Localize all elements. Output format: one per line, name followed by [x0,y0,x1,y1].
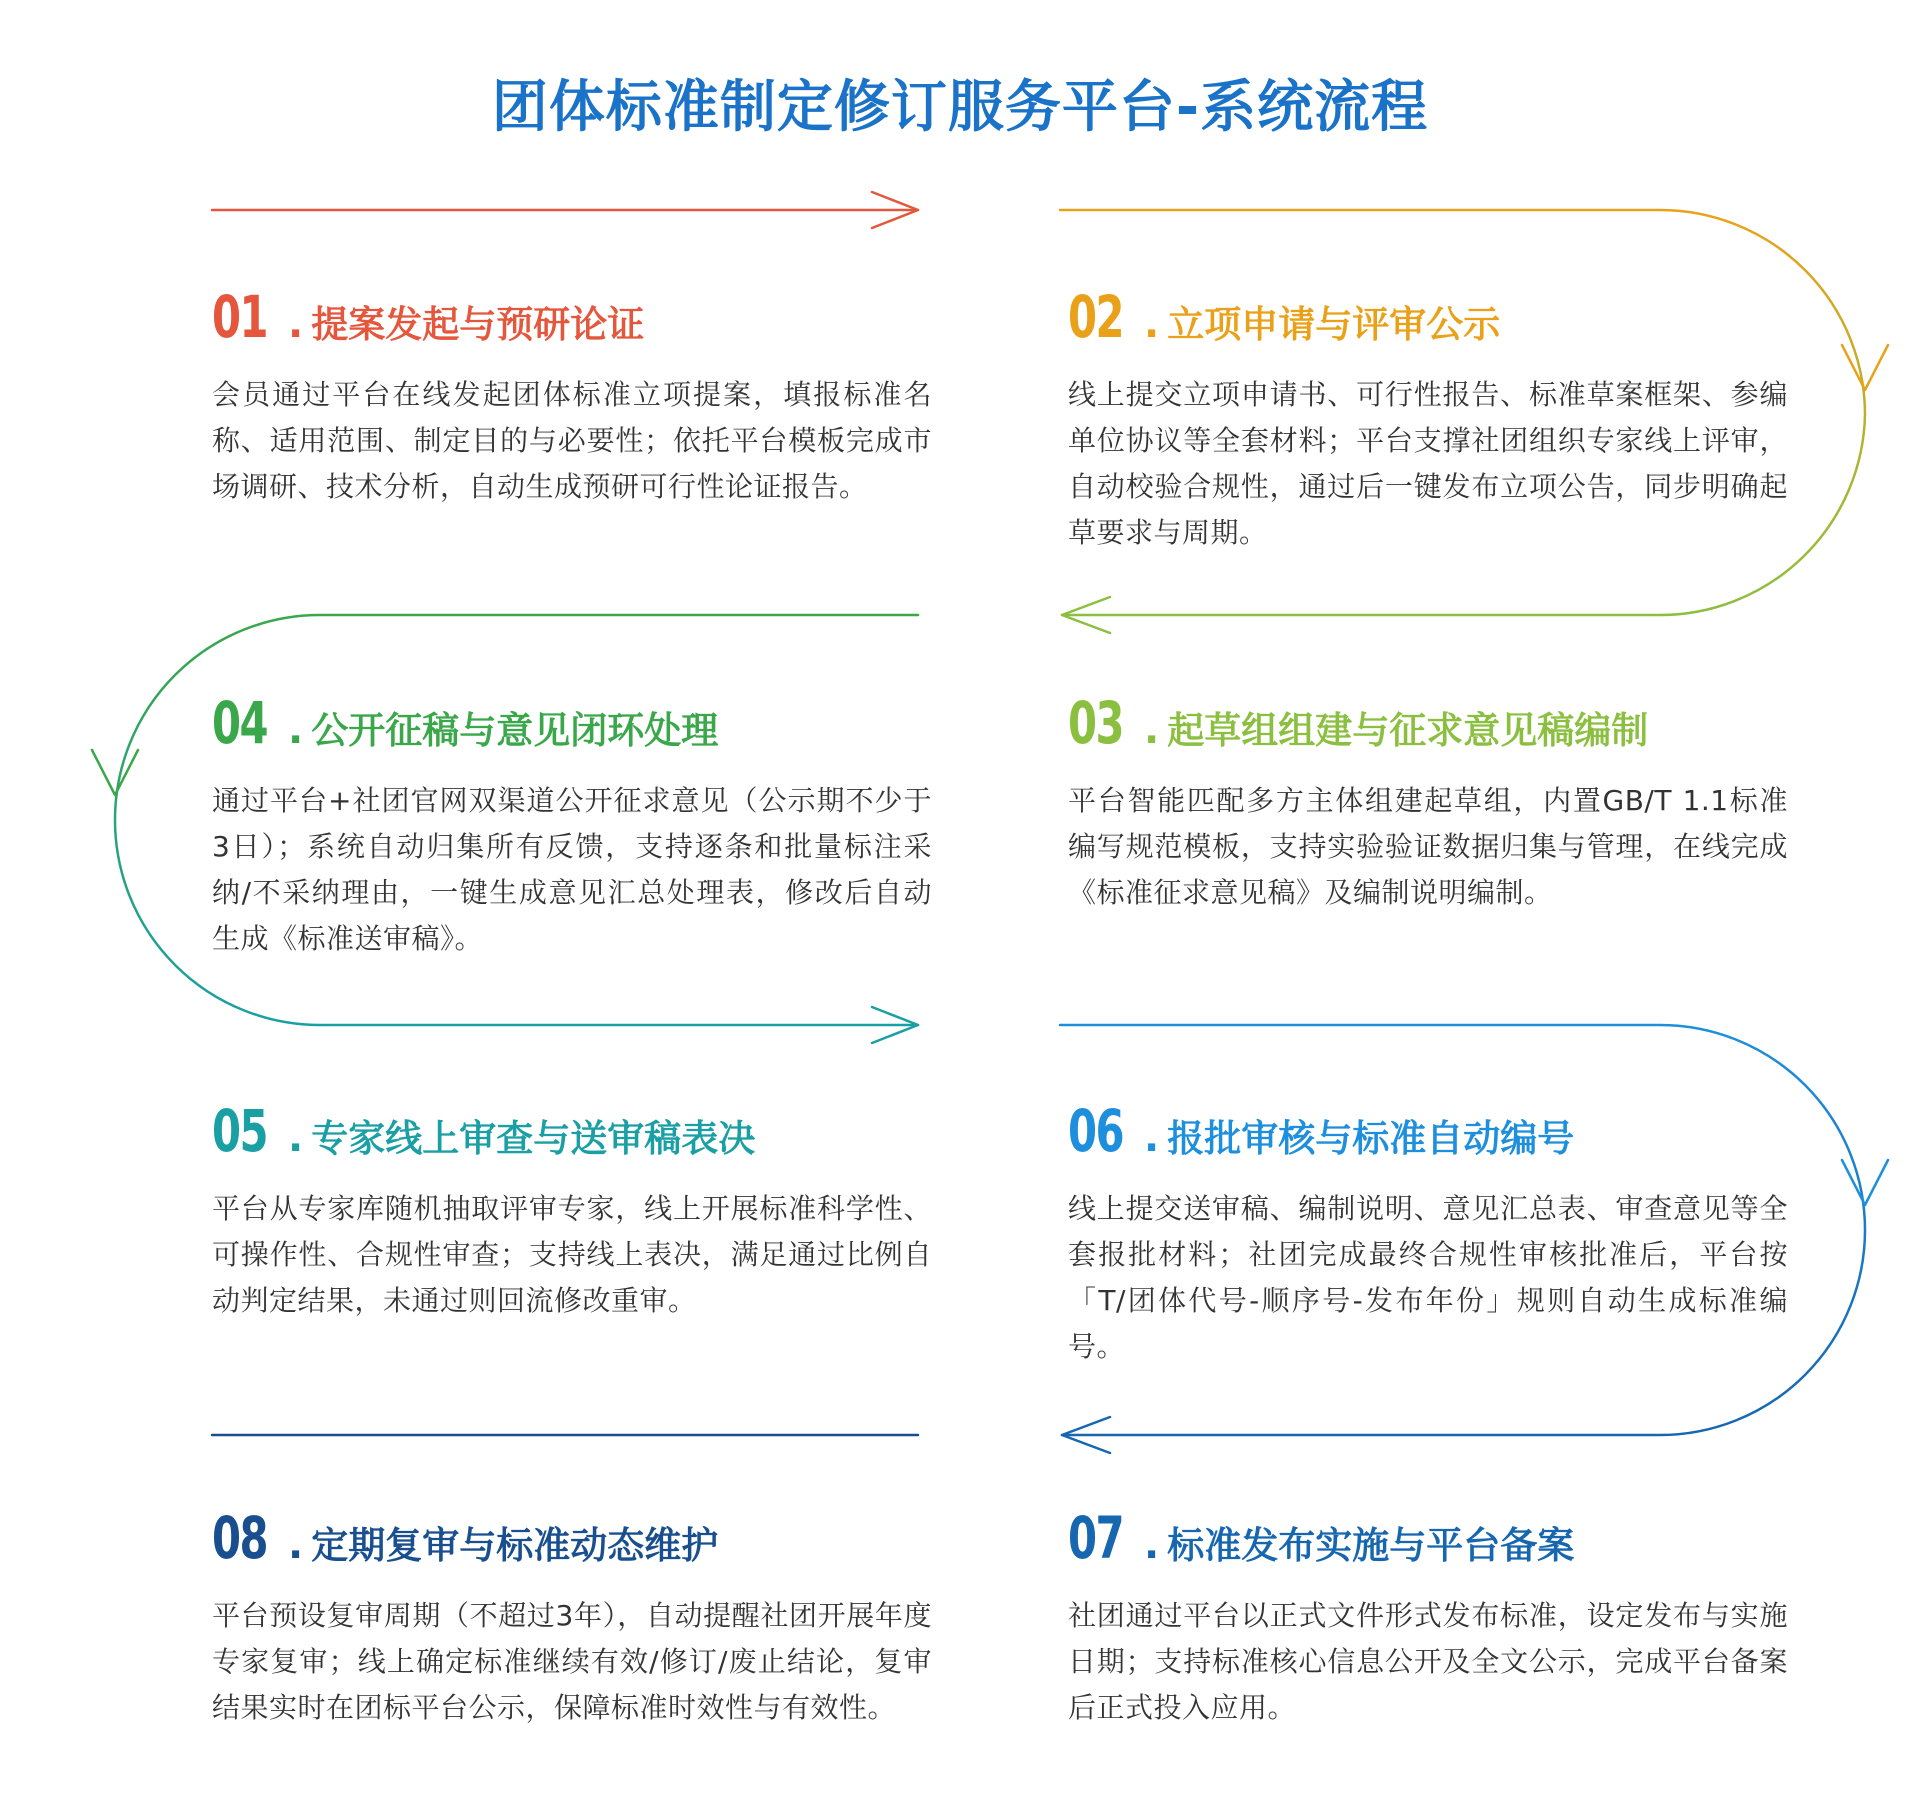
arrowhead-step-02 [1842,345,1888,390]
step-06 [1068,1096,1788,1398]
step-heading [212,1096,932,1174]
step-title: 公开征稿与意见闭环处理 [311,709,719,752]
step-number-dot: . [288,301,304,347]
step-number-dot: . [1144,301,1160,347]
step-number: 07 [1068,1504,1123,1572]
step-number-dot: . [1144,1115,1160,1161]
step-heading [1068,1096,1788,1174]
step-number-dot: . [288,1522,304,1568]
step-04 [212,688,932,990]
step-number: 08 [212,1504,267,1572]
step-01 [212,282,932,538]
step-number-dot: . [1144,707,1160,753]
arrowhead-step-06 [1842,1160,1888,1205]
step-heading [212,1503,932,1581]
step-number: 05 [212,1097,267,1165]
step-title: 立项申请与评审公示 [1167,303,1501,346]
step-number-dot: . [288,707,304,753]
step-title: 专家线上审查与送审稿表决 [311,1117,756,1160]
step-05 [212,1096,932,1352]
step-number: 03 [1068,689,1123,757]
step-title: 报批审核与标准自动编号 [1167,1117,1575,1160]
step-heading [212,688,932,766]
step-title: 定期复审与标准动态维护 [311,1524,719,1567]
step-heading [212,282,932,360]
step-number-dot: . [1144,1522,1160,1568]
step-title: 标准发布实施与平台备案 [1167,1524,1575,1567]
step-number: 06 [1068,1097,1123,1165]
step-description: 社团通过平台以正式文件形式发布标准，设定发布与实施日期；支持标准核心信息公开及全文公示，完成平台备案后正式投入应用。 [1068,1599,1788,1724]
step-03 [1068,688,1788,944]
step-description: 线上提交送审稿、编制说明、意见汇总表、审查意见等全套报批材料；社团完成最终合规性审核批准后，平台按「T/团体代号-顺序号-发布年份」规则自动生成标准编号。 [1068,1192,1788,1363]
step-07 [1068,1503,1788,1759]
step-number: 04 [212,689,267,757]
step-number: 01 [212,283,267,351]
step-heading [1068,1503,1788,1581]
step-description: 会员通过平台在线发起团体标准立项提案，填报标准名称、适用范围、制定目的与必要性；依托平台模板完成市场调研、技术分析，自动生成预研可行性论证报告。 [212,378,932,503]
step-number: 02 [1068,283,1123,351]
page-title: 团体标准制定修订服务平台-系统流程 [491,75,1429,140]
step-number-dot: . [288,1115,304,1161]
step-description: 通过平台+社团官网双渠道公开征求意见（公示期不少于3日）；系统自动归集所有反馈，支持逐条和批量标注采纳/不采纳理由，一键生成意见汇总处理表，修改后自动生成《标准送审稿》。 [212,784,932,955]
step-description: 线上提交立项申请书、可行性报告、标准草案框架、参编单位协议等全套材料；平台支撑社团组织专家线上评审，自动校验合规性，通过后一键发布立项公告，同步明确起草要求与周期。 [1068,378,1788,549]
step-title: 提案发起与预研论证 [311,303,645,346]
step-heading [1068,282,1788,360]
step-description: 平台智能匹配多方主体组建起草组，内置GB/T 1.1标准编写规范模板，支持实验验证数据归集与管理，在线完成《标准征求意见稿》及编制说明编制。 [1068,784,1788,909]
arrowhead-step-04 [92,750,138,795]
step-02 [1068,282,1788,584]
step-description: 平台从专家库随机抽取评审专家，线上开展标准科学性、可操作性、合规性审查；支持线上表决，满足通过比例自动判定结果，未通过则回流修改重审。 [212,1192,932,1317]
step-description: 平台预设复审周期（不超过3年），自动提醒社团开展年度专家复审；线上确定标准继续有效/修订/废止结论，复审结果实时在团标平台公示，保障标准时效性与有效性。 [212,1599,932,1724]
step-heading [1068,688,1788,766]
step-title: 起草组组建与征求意见稿编制 [1167,709,1649,752]
step-08 [212,1503,932,1759]
